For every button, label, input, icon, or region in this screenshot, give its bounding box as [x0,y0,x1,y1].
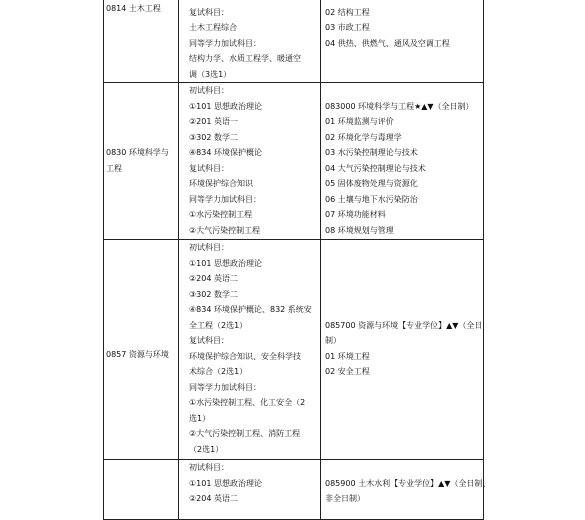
direction-line: 085700 资源与环境【专业学位】▲▼（全日 [325,320,483,330]
exam-line: 复试科目： [189,336,229,345]
exam-line: 土木工程综合 [189,23,237,32]
exam-line: ④834 环境保护概论 [189,148,262,157]
exam-line: 复试科目： [189,163,229,173]
direction-line [321,83,483,99]
direction-line: 085900 土木水利【专业学位】▲▼（全日制、 [325,478,491,488]
exam-line: 选1） [189,413,211,423]
exam-subjects-cell [179,460,321,520]
admission-catalog-table [103,0,491,520]
program-cell [104,0,179,83]
exam-line: ①101 思想政治理论 [189,101,262,111]
exam-line: ①101 思想政治理论 [189,478,262,488]
direction-line: 02 结构工程 [325,7,370,17]
direction-line: 03 水污染控制理论与技术 [325,148,418,157]
direction-line: 083000 环境科学与工程★▲▼（全日制） [325,101,474,111]
exam-line: ③302 数学二 [189,289,238,299]
exam-line: ①水污染控制工程、化工安全（2 [189,398,306,407]
direction-line [321,460,483,476]
exam-line: ④834 环境保护概论、832 系统安 [189,305,312,314]
exam-line: 同等学力加试科目： [189,382,261,392]
direction-line: 06 土壤与地下水污染防治 [325,194,418,204]
exam-line: 调（3选1） [189,69,232,79]
program-name: 0814 土木工程 [106,4,161,13]
exam-line: 全工程（2选1） [189,320,248,330]
direction-line: 非全日制） [325,494,365,503]
direction-line [321,240,483,256]
exam-subjects-cell [179,83,321,240]
direction-line [321,256,483,272]
exam-line: 结构力学、水质工程学、暖通空 [189,54,301,63]
exam-line: 复试科目： [189,7,229,17]
direction-line: 05 固体废物处理与资源化 [325,179,418,188]
direction-line: 08 环境规划与管理 [325,225,394,235]
exam-line: （2选1） [189,444,224,454]
exam-line: ②大气污染控制工程 [189,225,261,235]
direction-line [321,302,483,318]
exam-line: 同等学力加试科目： [189,194,261,204]
direction-line [321,287,483,303]
research-directions-cell [321,0,484,83]
exam-line: 同等学力加试科目： [189,38,261,48]
direction-line: 01 环境工程 [325,351,370,361]
program-name: 0857 资源与环境 [106,350,169,359]
exam-line: ①101 思想政治理论 [189,258,262,268]
exam-line: ③302 数学二 [189,132,238,142]
direction-line [321,271,483,287]
program-name [104,460,178,476]
research-directions-cell [321,240,484,460]
exam-line: 术综合（2选1） [189,367,248,376]
research-directions-cell [321,460,491,520]
exam-line: 初试科目： [189,243,229,252]
exam-subjects-cell [179,0,321,83]
research-directions-cell [321,83,484,240]
direction-line: 02 安全工程 [325,367,370,376]
exam-subjects-cell [179,240,321,460]
exam-line: 初试科目： [189,86,229,95]
program-cell [104,240,179,460]
table-row [104,0,484,83]
program-name: 0830 环境科学与工程 [106,148,169,173]
exam-line: ②大气污染控制工程、消防工程 [189,429,301,438]
exam-line: ②204 英语二 [189,494,238,503]
direction-line: 制） [325,336,341,345]
program-cell [104,83,179,240]
exam-line: ②201 英语一 [189,117,238,126]
direction-line: 07 环境功能材料 [325,210,386,219]
program-cell [104,460,179,520]
table-row [104,460,484,520]
exam-line: ②204 英语二 [189,274,238,283]
exam-line: ①水污染控制工程 [189,210,253,219]
direction-line: 03 市政工程 [325,23,370,32]
direction-line: 01 环境监测与评价 [325,117,394,126]
exam-line: 环境保护综合知识、安全科学技 [189,351,301,361]
exam-line: 环境保护综合知识 [189,179,253,188]
direction-line: 02 环境化学与毒理学 [325,132,402,142]
exam-line: 初试科目： [189,463,229,472]
direction-line: 04 大气污染控制理论与技术 [325,163,426,173]
direction-line: 04 供热、供燃气、通风及空调工程 [325,38,450,48]
table-row [104,83,484,240]
table-row [104,240,484,460]
